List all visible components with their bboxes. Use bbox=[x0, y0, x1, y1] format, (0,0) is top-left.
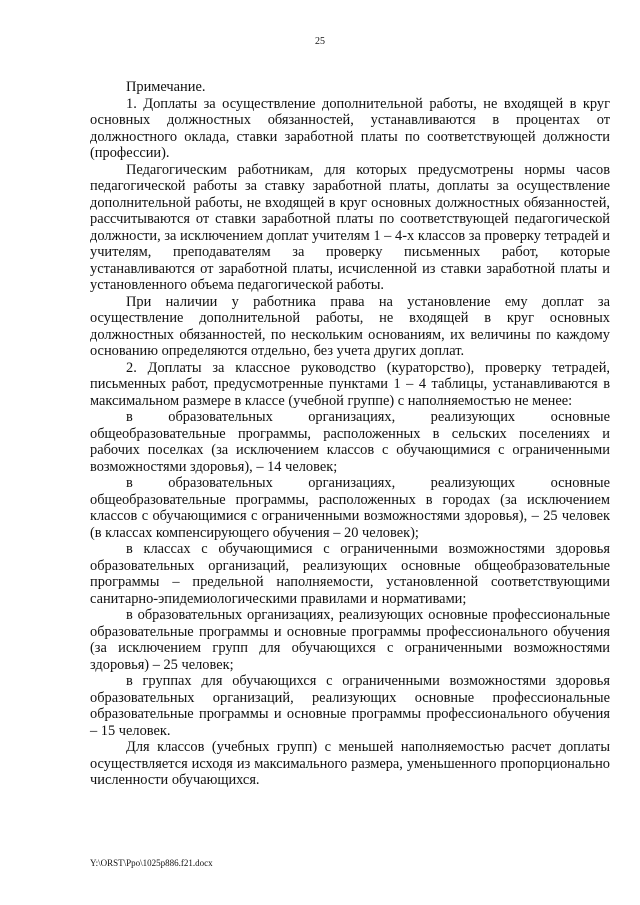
paragraph: 2. Доплаты за классное руководство (кураторство), проверку тетрадей, письменных работ, предусмотренные пунктами 1 – 4 таблицы, устанавливаются в максимальном размере в классе (учебной группе) с наполняемостью не менее: bbox=[90, 359, 610, 409]
paragraph: Педагогическим работникам, для которых предусмотрены нормы часов педагогической работы за ставку заработной платы, доплаты за осуществление дополнительной работы, не входящей в круг основных должностных обязанностей, рассчитываются от ставки заработной платы по соответствующей педагогической должности, за исключением доплат учителям 1 – 4-х классов за проверку тетрадей и учителям, преподавателям за проверку письменных работ, которые устанавливаются от заработной платы, исчисленной из ставки заработной платы и установленного объема педагогической работы. bbox=[90, 161, 610, 293]
paragraph: При наличии у работника права на установление ему доплат за осуществление дополнительной работы, не входящей в круг основных должностных обязанностей, по нескольким основаниям, их величины по каждому основанию определяются отдельно, без учета других доплат. bbox=[90, 293, 610, 359]
note-heading: Примечание. bbox=[126, 79, 206, 95]
paragraph: в образовательных организациях, реализующих основные общеобразовательные программы, расположенных в сельских поселениях и рабочих поселках (за исключением классов с обучающимися с ограниченными возможностями здоровья), – 14 человек; bbox=[90, 409, 610, 475]
paragraph: в группах для обучающихся с ограниченными возможностями здоровья образовательных организаций, реализующих основные профессиональные образовательные программы и основные программы профессионального обучения – 15 человек. bbox=[90, 673, 610, 739]
paragraph: Для классов (учебных групп) с меньшей наполняемостью расчет доплаты осуществляется исходя из максимального размера, уменьшенного пропорционально численности обучающихся. bbox=[90, 739, 610, 788]
paragraph: в образовательных организациях, реализующих основные профессиональные образовательные программы и основные программы профессионального обучения (за исключением групп для обучающихся с ограниченными возможностями здоровья) – 25 человек; bbox=[90, 607, 610, 673]
document-body bbox=[90, 79, 610, 789]
paragraph: в образовательных организациях, реализующих основные общеобразовательные программы, расположенных в городах (за исключением классов с обучающимися с ограниченными возможностями здоровья), – 25 человек (в классах компенсирующего обучения – 20 человек); bbox=[90, 475, 610, 541]
paragraph: в классах с обучающимися с ограниченными возможностями здоровья образовательных организаций, реализующих основные общеобразовательные программы – предельной наполняемости, установленной соответствующими санитарно-эпидемиологическими правилами и нормативами; bbox=[90, 541, 610, 607]
paragraph: 1. Доплаты за осуществление дополнительной работы, не входящей в круг основных должностных обязанностей, устанавливаются в процентах от должностного оклада, ставки заработной платы по соответствующей должности (профессии). bbox=[90, 95, 610, 161]
footer-file-path: Y:\ORST\Ppo\1025p886.f21.docx bbox=[90, 858, 213, 868]
page-number: 25 bbox=[315, 36, 325, 47]
